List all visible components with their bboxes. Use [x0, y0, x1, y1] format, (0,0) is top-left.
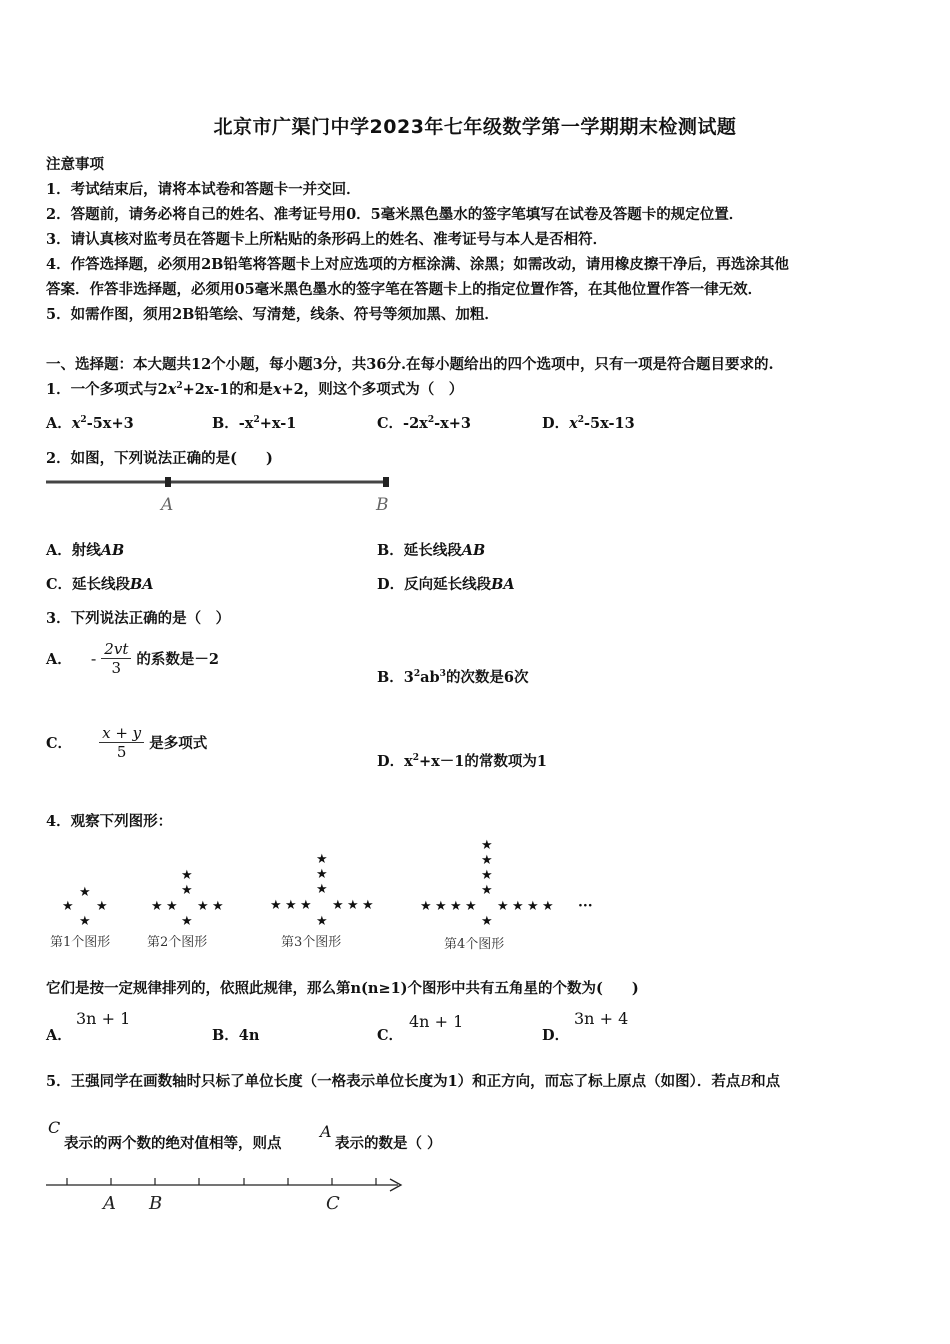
star-icon: ★	[465, 899, 477, 914]
star-icon: ★	[212, 899, 224, 914]
star-icon: ★	[300, 898, 312, 913]
question-4-option-d[interactable]: D．	[542, 1027, 570, 1044]
point-a-symbol: A	[320, 1122, 332, 1141]
question-1-option-b[interactable]: B．$-x^2+x-1$	[212, 415, 297, 432]
axis-label-b: B	[149, 1193, 163, 1214]
star-icon: ★	[347, 898, 359, 913]
question-1-option-c[interactable]: C．$-2x^2-x+3$	[377, 415, 471, 432]
star-icon: ★	[181, 868, 193, 883]
question-3-option-c[interactable]: C． $\frac{x + y}{5}$ 是多项式	[46, 724, 208, 761]
question-1-stem: 1．一个多项式与$2x^2+2x-1$的和是x+2，则这个多项式为（ ）	[46, 381, 464, 398]
question-3-stem: 3．下列说法正确的是（ ）	[46, 610, 231, 627]
star-icon: ★	[512, 899, 524, 914]
segment-figure	[44, 470, 404, 518]
star-icon: ★	[316, 867, 328, 882]
number-line-figure	[44, 1168, 414, 1218]
notice-item: 1．考试结束后，请将本试卷和答题卡一并交回．	[46, 181, 361, 198]
question-5-stem-line1: 5．王强同学在画数轴时只标了单位长度（一格表示单位长度为1）和正方向，而忘了标上原点（如图）．若点B和点	[46, 1073, 781, 1090]
question-1-option-a[interactable]: A．$x^2-5x+3$	[46, 415, 134, 432]
point-b-marker	[383, 477, 389, 487]
question-5-stem-line3: 表示的数是（ ）	[335, 1135, 442, 1152]
question-5-stem-line2: 表示的两个数的绝对值相等，则点	[64, 1135, 282, 1152]
axis-label-c: C	[326, 1193, 340, 1214]
ellipsis: ···	[578, 898, 593, 914]
star-icon: ★	[166, 899, 178, 914]
star-icon: ★	[181, 914, 193, 929]
question-3-option-d[interactable]: D．$x^2+x-1$的常数项为1	[377, 753, 547, 770]
star-icon: ★	[362, 898, 374, 913]
question-4-stem: 4．观察下列图形：	[46, 813, 173, 830]
star-icon: ★	[527, 899, 539, 914]
question-2-stem: 2．如图，下列说法正确的是( )	[46, 450, 273, 467]
star-icon: ★	[316, 914, 328, 929]
notice-item: 5．如需作图，须用2B铅笔绘、写清楚，线条、符号等须加黑、加粗．	[46, 306, 499, 323]
notice-item: 4．作答选择题，必须用2B铅笔将答题卡上对应选项的方框涂满、涂黑；如需改动，请用橡皮擦干净后，再选涂其他	[46, 256, 789, 273]
star-icon: ★	[79, 914, 91, 929]
axis-label-a: A	[103, 1193, 116, 1214]
star-icon: ★	[270, 898, 282, 913]
star-icon: ★	[181, 883, 193, 898]
question-4-option-a-value: 3n + 1	[76, 1009, 131, 1028]
star-icon: ★	[542, 899, 554, 914]
question-4-text: 它们是按一定规律排列的，依照此规律，那么第n(n≥1)个图形中共有五角星的个数为( )	[46, 980, 639, 997]
star-icon: ★	[62, 899, 74, 914]
question-2-option-d[interactable]: D．反向延长线段BA	[377, 576, 515, 593]
star-icon: ★	[481, 853, 493, 868]
tick-marks	[67, 1178, 376, 1185]
notice-item: 3．请认真核对监考员在答题卡上所粘贴的条形码上的姓名、准考证号与本人是否相符．	[46, 231, 608, 248]
star-icon: ★	[332, 898, 344, 913]
star-icon: ★	[96, 899, 108, 914]
star-icon: ★	[79, 885, 91, 900]
figure-caption: 第2个图形	[147, 935, 208, 950]
figure-caption: 第4个图形	[444, 937, 505, 952]
figure-caption: 第3个图形	[281, 935, 342, 950]
star-icon: ★	[481, 883, 493, 898]
question-4-option-c[interactable]: C．	[377, 1027, 404, 1044]
question-3-option-a[interactable]: A． - $\frac{2vt}{3}$ 的系数是－2	[46, 640, 219, 677]
page-title: 北京市广渠门中学2023年七年级数学第一学期期末检测试题	[213, 116, 737, 138]
figure-2-stars	[151, 868, 224, 929]
star-pattern-figure	[46, 836, 606, 958]
figure-caption: 第1个图形	[50, 935, 111, 950]
star-icon: ★	[481, 838, 493, 853]
figure-1-stars	[62, 885, 108, 929]
figure-3-stars	[270, 852, 374, 929]
question-4-option-a[interactable]: A．	[46, 1027, 72, 1044]
question-4-option-b[interactable]: B．4n	[212, 1027, 260, 1044]
star-icon: ★	[435, 899, 447, 914]
point-b-label: B	[376, 495, 389, 515]
star-icon: ★	[285, 898, 297, 913]
star-icon: ★	[450, 899, 462, 914]
star-icon: ★	[151, 899, 163, 914]
notice-heading: 注意事项	[46, 156, 104, 173]
figure-4-stars	[420, 838, 554, 929]
notice-item: 2．答题前，请务必将自己的姓名、准考证号用0．5毫米黑色墨水的签字笔填写在试卷及答题卡的规定位置．	[46, 206, 744, 223]
question-2-option-b[interactable]: B．延长线段AB	[377, 542, 486, 559]
star-icon: ★	[481, 868, 493, 883]
star-icon: ★	[316, 852, 328, 867]
point-a-marker	[165, 477, 171, 487]
section-heading: 一、选择题：本大题共12个小题，每小题3分，共36分.在每小题给出的四个选项中，只有一项是符合题目要求的.	[46, 356, 774, 373]
point-a-label: A	[161, 495, 174, 515]
star-icon: ★	[497, 899, 509, 914]
question-1-option-d[interactable]: D．$x^2-5x-13$	[542, 415, 635, 432]
point-c-symbol: C	[48, 1118, 61, 1137]
question-2-option-a[interactable]: A．射线AB	[46, 542, 125, 559]
star-icon: ★	[420, 899, 432, 914]
notice-item: 答案．作答非选择题，必须用05毫米黑色墨水的签字笔在答题卡上的指定位置作答，在其他位置作答一律无效．	[46, 281, 763, 298]
star-icon: ★	[197, 899, 209, 914]
question-4-option-c-value: 4n + 1	[409, 1012, 464, 1031]
star-icon: ★	[481, 914, 493, 929]
question-3-option-b[interactable]: B．$3^2ab^3$的次数是6次	[377, 669, 529, 686]
question-2-option-c[interactable]: C．延长线段BA	[46, 576, 154, 593]
question-4-option-d-value: 3n + 4	[574, 1009, 629, 1028]
star-icon: ★	[316, 882, 328, 897]
